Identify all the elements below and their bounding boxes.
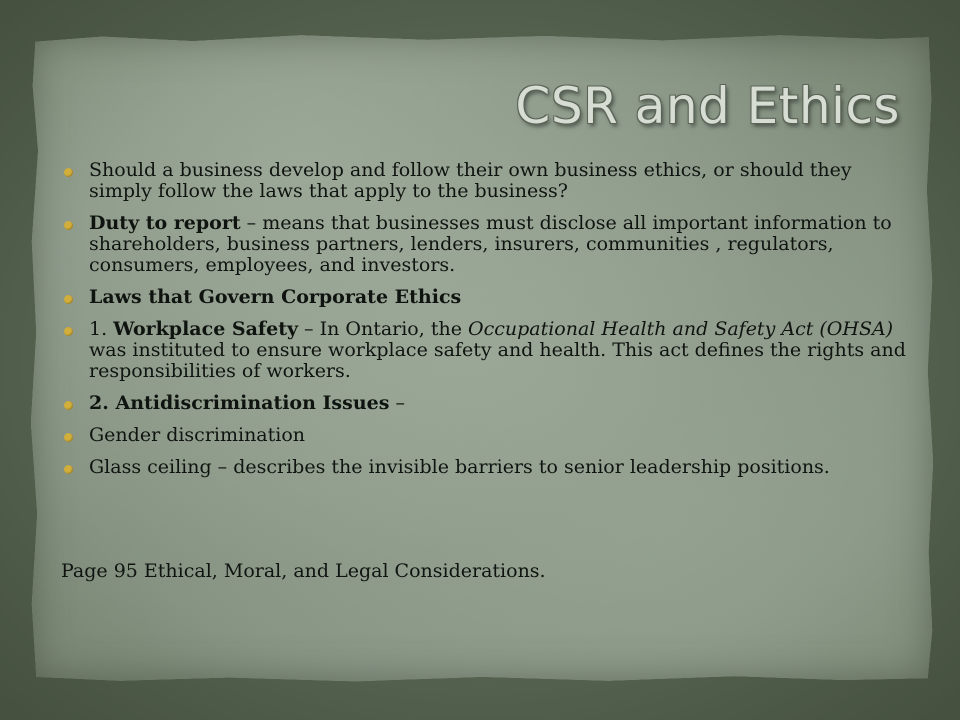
bullet-text: – In Ontario, the bbox=[298, 318, 468, 340]
bullet-item bbox=[64, 425, 910, 446]
bullet-term: Duty to report bbox=[89, 212, 241, 234]
bullet-icon bbox=[64, 433, 73, 442]
bullet-icon bbox=[64, 327, 73, 336]
bullet-term: 2. Antidiscrimination Issues bbox=[89, 392, 390, 414]
bullet-item bbox=[64, 457, 910, 478]
slide-title: CSR and Ethics bbox=[515, 77, 900, 135]
bullet-number: 1. bbox=[89, 318, 114, 340]
bullet-list bbox=[64, 160, 910, 489]
bullet-text: Glass ceiling – describes the invisible barriers to senior leadership positions. bbox=[89, 456, 830, 478]
bullet-item bbox=[64, 319, 910, 382]
act-name: Occupational Health and Safety Act (OHSA) bbox=[468, 318, 894, 340]
bullet-heading: Laws that Govern Corporate Ethics bbox=[89, 286, 462, 308]
bullet-text: was instituted to ensure workplace safety and health. This act defines the rights and responsibilities of workers. bbox=[89, 339, 906, 382]
bullet-term: Workplace Safety bbox=[113, 318, 299, 340]
bullet-icon bbox=[64, 465, 73, 474]
bullet-item bbox=[64, 393, 910, 414]
bullet-icon bbox=[64, 221, 73, 230]
bullet-item bbox=[64, 213, 910, 276]
bullet-text: Should a business develop and follow their own business ethics, or should they simply follow the laws that apply to the business? bbox=[89, 159, 852, 202]
bullet-text: Gender discrimination bbox=[89, 424, 306, 446]
bullet-text: – bbox=[389, 392, 405, 414]
bullet-item bbox=[64, 160, 910, 202]
bullet-icon bbox=[64, 401, 73, 410]
bullet-text: – means that businesses must disclose all important information to shareholders, business partners, lenders, insurers, communities , regulators, consumers, employees, and investors. bbox=[89, 212, 892, 276]
page-reference: Page 95 Ethical, Moral, and Legal Considerations. bbox=[61, 560, 546, 582]
bullet-icon bbox=[64, 168, 73, 177]
bullet-item bbox=[64, 287, 910, 308]
bullet-icon bbox=[64, 295, 73, 304]
